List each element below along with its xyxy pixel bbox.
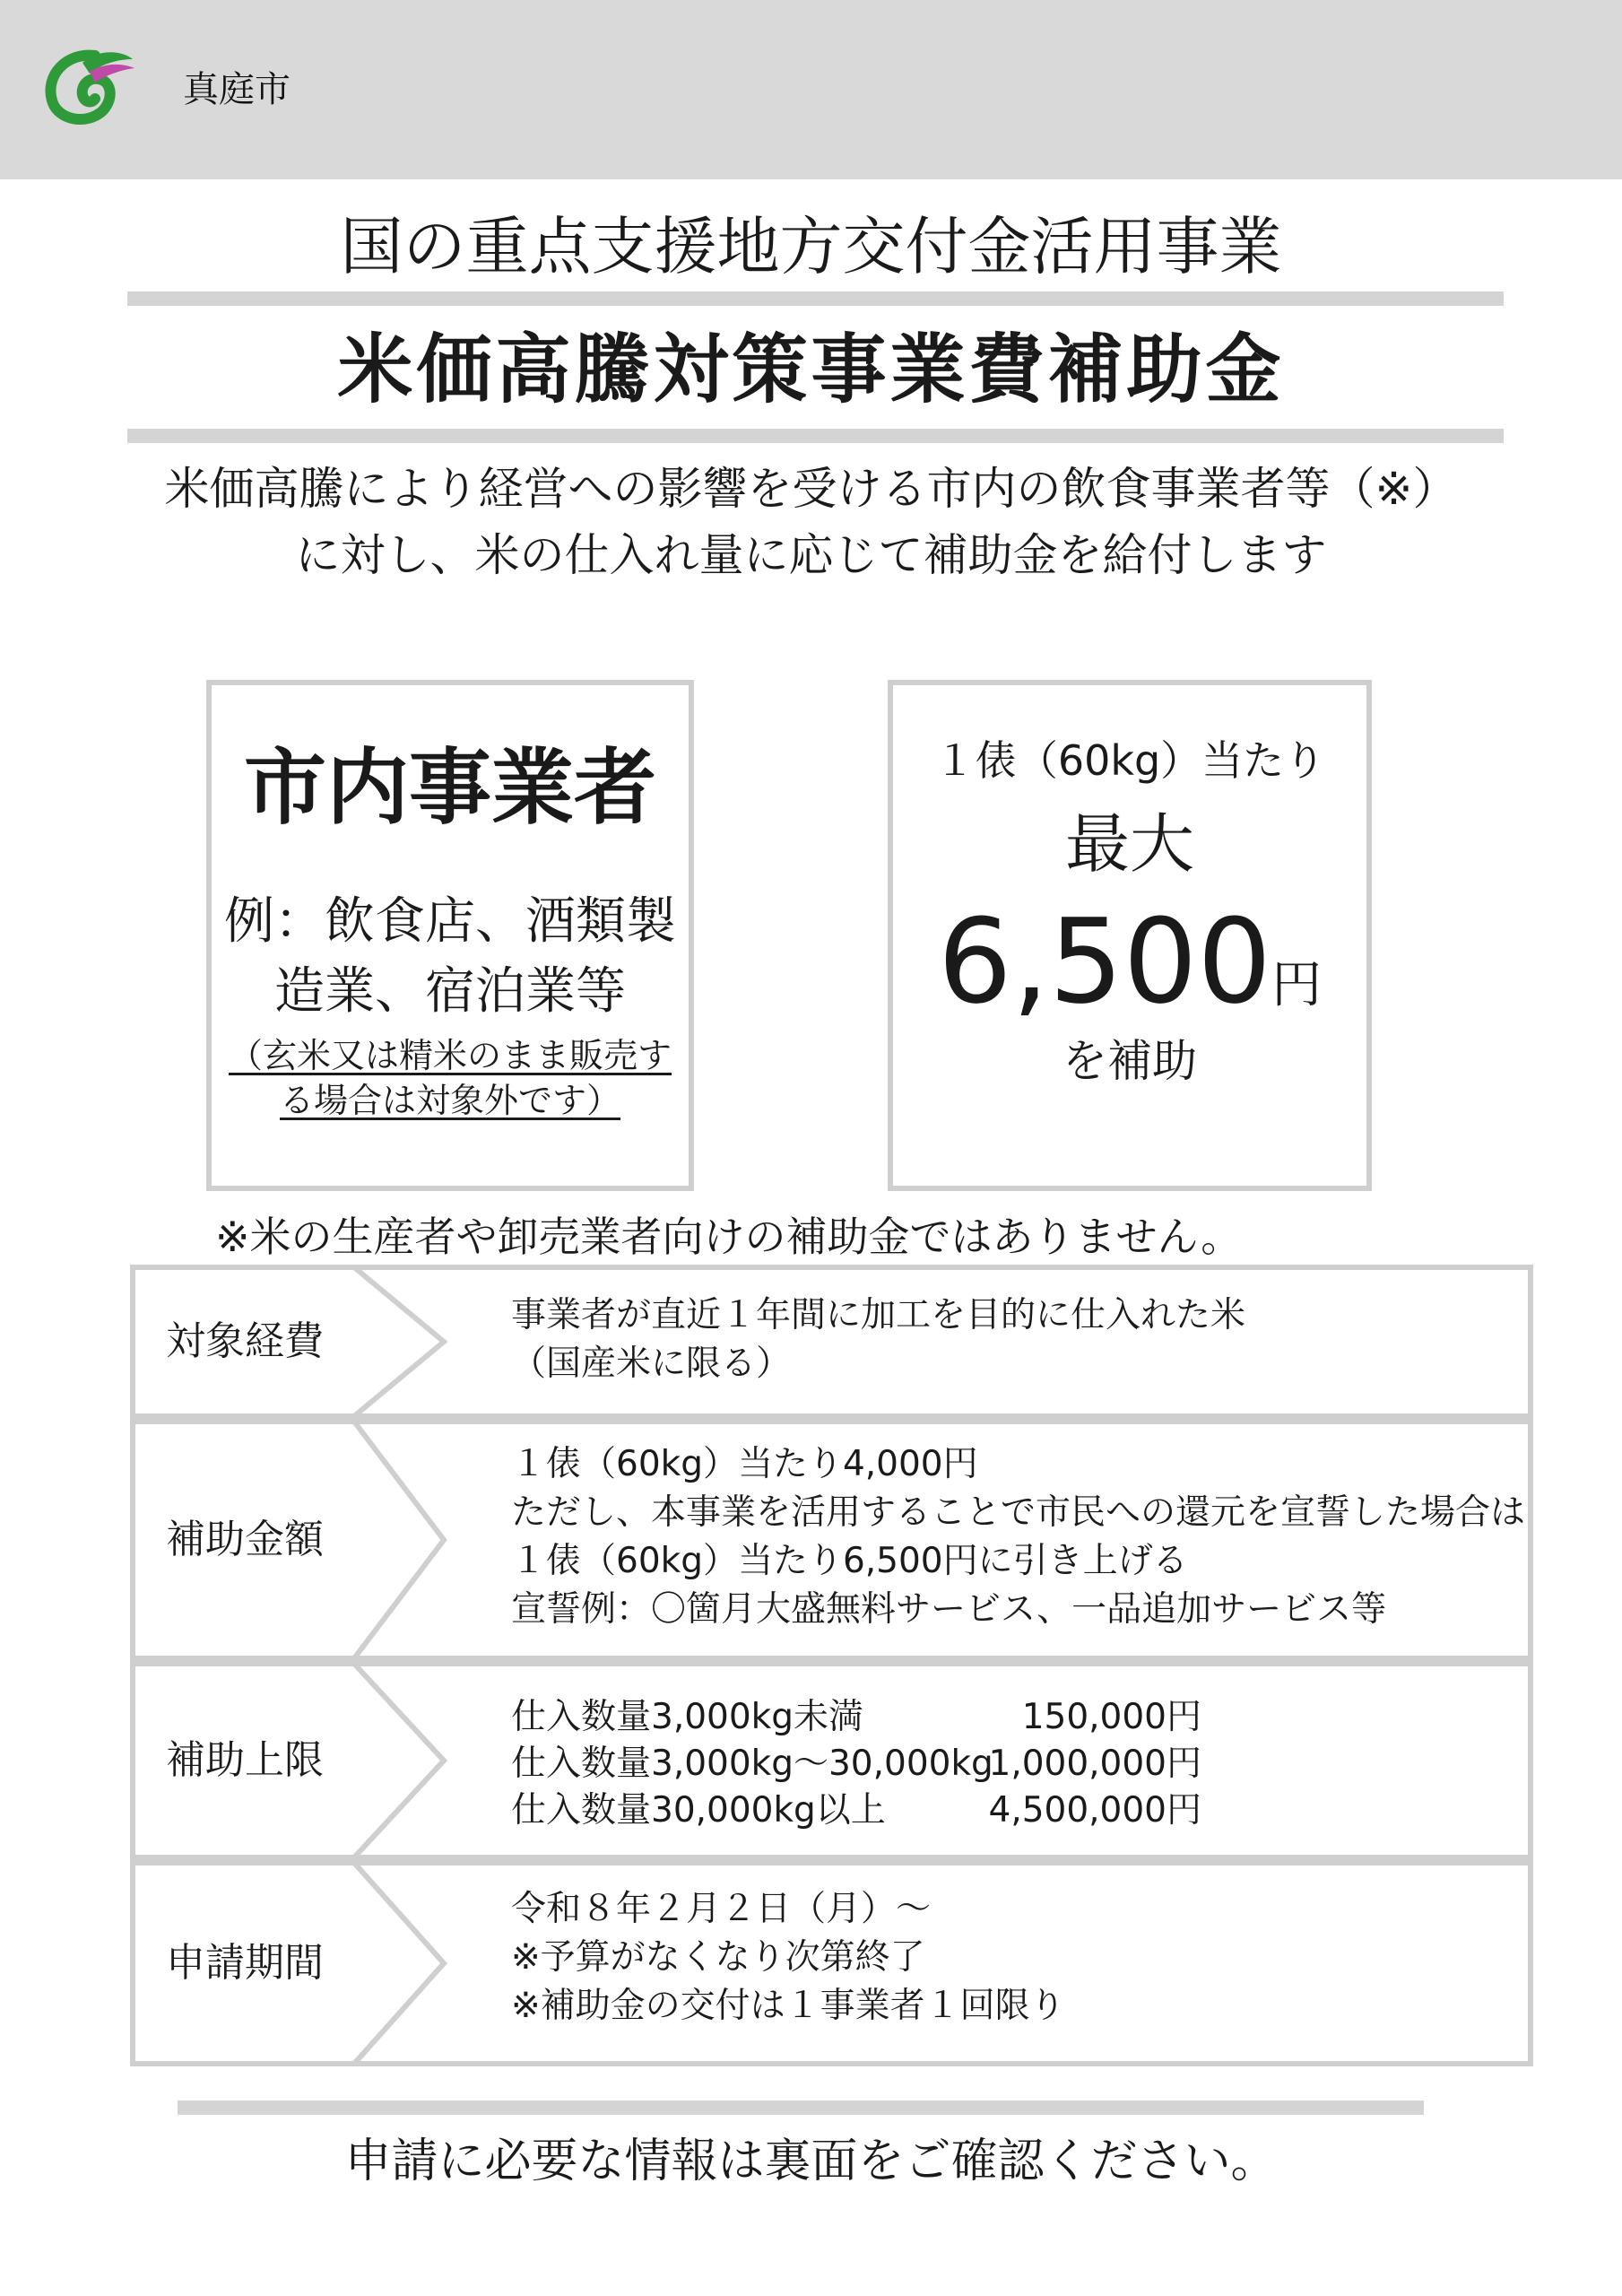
divider-bar [178,2100,1424,2115]
maniwa-city-emblem-icon [39,43,138,133]
row-label: 申請期間 [166,1940,324,1986]
row-subsidy-amount [130,1419,1533,1661]
row-subsidy-limit [130,1661,1533,1860]
target-example [212,887,689,1027]
row-application-period [130,1860,1533,2066]
target-box [206,680,694,1191]
intro-line: に対し、米の仕入れ量に応じて補助金を給付します [295,529,1327,581]
target-note-line: （玄米又は精米のまま販売す [228,1036,672,1075]
limit-amount: 1,000,000円 [988,1744,1201,1784]
row-eligible-expenses [130,1265,1533,1419]
target-note-line: る場合は対象外です） [279,1081,620,1120]
support-label: を補助 [1063,1035,1197,1087]
row-line: ※予算がなくなり次第終了 [511,1937,925,1978]
row-label: 補助金額 [166,1517,324,1562]
intro-text [0,456,1622,588]
program-subtitle: 国の重点支援地方交付金活用事業 [340,210,1282,283]
per-bale-label: １俵（60kg）当たり [933,736,1326,785]
row-line: 事業者が直近１年間に加工を目的に仕入れた米 [511,1295,1246,1335]
row-body [511,1885,1515,2031]
target-example-line: 例：飲食店、酒類製 [224,892,676,951]
divider-bar [127,291,1504,306]
limit-condition: 仕入数量30,000kg以上 [511,1790,886,1831]
max-label: 最大 [1064,806,1194,882]
limit-tier [511,1693,1515,1740]
row-line: （国産米に限る） [511,1344,792,1384]
row-line: 宣誓例：〇箇月大盛無料サービス、一品追加サービス等 [511,1589,1387,1630]
target-note [212,1033,689,1123]
row-line: ただし、本事業を活用することで市民への還元を宣誓した場合は [511,1492,1526,1533]
city-name: 真庭市 [183,69,291,110]
subsidy-amount [893,890,1366,1033]
limit-table [511,1693,1515,1833]
divider-bar [127,429,1504,443]
limit-amount: 4,500,000円 [988,1790,1201,1831]
row-label: 補助上限 [166,1737,324,1783]
target-example-line: 造業、宿泊業等 [274,962,626,1021]
disclaimer: ※米の生産者や卸売業者向けの補助金ではありません。 [215,1213,1243,1261]
row-line: １俵（60kg）当たり4,000円 [511,1444,978,1484]
page-title: 米価高騰対策事業費補助金 [337,326,1285,413]
row-label: 対象経費 [166,1318,324,1364]
row-line: １俵（60kg）当たり6,500円に引き上げる [511,1541,1188,1581]
intro-line: 米価高騰により経営への影響を受ける市内の飲食事業者等（※） [164,463,1458,515]
row-body [511,1440,1526,1634]
limit-amount: 150,000円 [1021,1697,1201,1737]
limit-tier [511,1740,1515,1787]
subsidy-amount-unit: 円 [1271,956,1323,1014]
limit-tier [511,1787,1515,1833]
limit-condition: 仕入数量3,000kg未満 [511,1697,863,1737]
target-heading: 市内事業者 [243,740,656,836]
footer-note: 申請に必要な情報は裏面をご確認ください。 [344,2135,1278,2188]
subsidy-amount-value: 6,500 [937,893,1272,1030]
limit-condition: 仕入数量3,000kg～30,000kg [511,1744,993,1784]
row-line: 令和８年２月２日（月）～ [511,1889,932,1929]
row-body [511,1292,1515,1388]
row-line: ※補助金の交付は１事業者１回限り [511,1986,1065,2026]
subsidy-box [888,680,1372,1191]
